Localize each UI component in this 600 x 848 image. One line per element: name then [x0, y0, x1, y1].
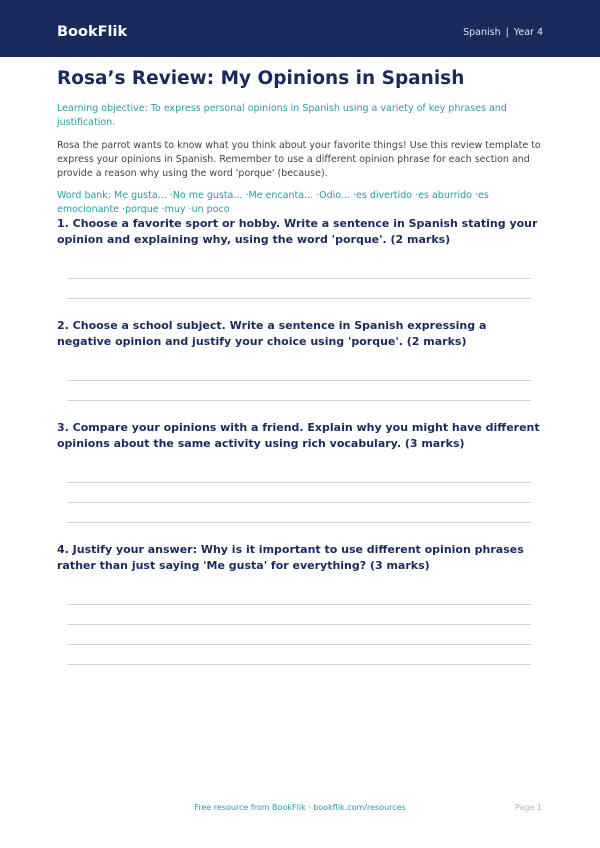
word-bank-item: · Me encanta... [242, 190, 313, 201]
word-bank-item: · es emocionante [57, 190, 489, 215]
word-bank-item: · un poco [186, 204, 230, 215]
page-number: Page 1 [515, 803, 542, 812]
word-bank-item: · Odio... [313, 190, 350, 201]
question-text: 1. Choose a favorite sport or hobby. Write a sentence in Spanish stating your opinion and explaining why, using the word 'porque'. (2 marks) [57, 217, 538, 246]
word-bank-item: · No me gusta... [167, 190, 243, 201]
answer-line[interactable] [67, 604, 531, 605]
question-text: 3. Compare your opinions with a friend. Explain why you might have different opinions about the same activity using rich vocabulary. (3 marks) [57, 421, 540, 450]
answer-line[interactable] [67, 298, 531, 299]
question-3 [57, 420, 543, 452]
answer-line[interactable] [67, 400, 531, 401]
answer-line[interactable] [67, 482, 531, 483]
brand-logo: BookFlik [57, 24, 128, 40]
page-title: Rosa’s Review: My Opinions in Spanish [57, 68, 465, 89]
question-2 [57, 318, 543, 350]
answer-line[interactable] [67, 522, 531, 523]
word-bank-item: Me gusta... [114, 190, 167, 201]
footer-link[interactable]: Free resource from BookFlik · bookflik.com/resources [194, 803, 406, 812]
answer-line[interactable] [67, 664, 531, 665]
word-bank-item: · es aburrido [412, 190, 472, 201]
answer-line[interactable] [67, 380, 531, 381]
word-bank-label: Word bank: [57, 190, 112, 201]
subject-label: Spanish [463, 27, 501, 38]
question-text: 2. Choose a school subject. Write a sentence in Spanish expressing a negative opinion and justify your choice using 'porque'. (2 marks) [57, 319, 487, 348]
word-bank-item: · es divertido [350, 190, 412, 201]
header-separator: | [505, 27, 509, 38]
answer-line[interactable] [67, 624, 531, 625]
word-bank-item: · muy [159, 204, 186, 215]
intro-paragraph: Rosa the parrot wants to know what you think about your favorite things! Use this review template to express your opinions in Spanish. Remember to use a different opinion phrase for each section and provide a reason why using the word 'porque' (because). [57, 140, 541, 179]
year-label: Year 4 [513, 27, 543, 38]
question-4 [57, 542, 543, 574]
learning-objective: Learning objective: To express personal opinions in Spanish using a variety of key phrases and justification. [57, 103, 507, 128]
question-text: 4. Justify your answer: Why is it important to use different opinion phrases rather than just saying 'Me gusta' for everything? (3 marks) [57, 543, 524, 572]
answer-line[interactable] [67, 278, 531, 279]
word-bank-item: · porque [119, 204, 159, 215]
answer-line[interactable] [67, 644, 531, 645]
question-1 [57, 216, 543, 248]
answer-line[interactable] [67, 502, 531, 503]
questions-section [57, 0, 543, 848]
